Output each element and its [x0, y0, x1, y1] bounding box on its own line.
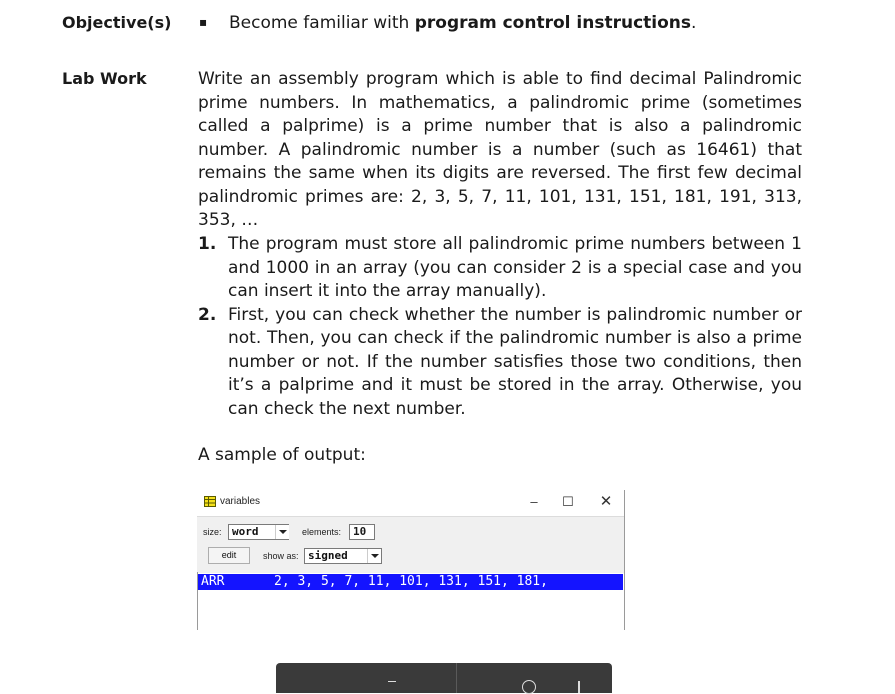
bottom-toolbar: [276, 663, 612, 693]
list-item-text: First, you can check whether the number is palindromic number or not. Then, you can check if the palindromic number is also a prime number or not. If the number satisfies those two conditions, then it’s a palprime and it must be stored in the array. Otherwise, you can check the next number.: [228, 304, 802, 419]
chevron-down-icon[interactable]: [367, 549, 381, 563]
elements-field[interactable]: 10: [349, 524, 375, 540]
objective-text-prefix: Become familiar with: [229, 13, 415, 33]
objective-text-bold: program control instructions: [414, 13, 691, 33]
lab-work-paragraph: Write an assembly program which is able to find decimal Palindromic prime numbers. In mathematics, a palindromic prime (sometimes called a palprime) is a prime number that is also a palindromic number. A palindromic number is a number (such as 16461) that remains the same when its digits are reversed. The first few decimal palindromic primes are: 2, 3, 5, 7, 11, 101, 131, 151, 181, 191, 313, 353, …: [198, 69, 802, 230]
chevron-down-icon[interactable]: [275, 525, 289, 539]
list-item: [198, 233, 802, 304]
maximize-button[interactable]: ☐: [562, 494, 574, 509]
toolbar-divider: [456, 663, 457, 693]
lab-work-label: Lab Work: [62, 69, 147, 88]
close-button[interactable]: ✕: [599, 493, 613, 510]
variable-values: 2, 3, 5, 7, 11, 101, 131, 151, 181,: [274, 574, 548, 589]
variable-name: ARR: [201, 574, 225, 589]
show-as-select-value: signed: [308, 549, 348, 562]
window-border: [624, 490, 625, 630]
options-panel: [197, 516, 624, 573]
list-item: [198, 304, 802, 422]
sample-output-label: A sample of output:: [198, 445, 366, 465]
size-label: size:: [203, 527, 222, 537]
size-select-value: word: [232, 525, 259, 538]
variables-window: [197, 490, 625, 630]
show-as-select[interactable]: [304, 548, 382, 564]
list-item-number: 2.: [198, 304, 217, 325]
cursor-icon[interactable]: [578, 681, 580, 693]
size-select[interactable]: [228, 524, 289, 540]
objective-text-suffix: .: [691, 13, 697, 33]
list-item-text: The program must store all palindromic prime numbers between 1 and 1000 in an array (you can consider 2 is a special case and you can insert it into the array manually).: [228, 234, 802, 301]
edit-button[interactable]: edit: [208, 547, 250, 564]
search-icon[interactable]: [522, 680, 536, 694]
instructions-list: [198, 233, 802, 421]
show-as-label: show as:: [263, 551, 299, 561]
elements-label: elements:: [302, 527, 342, 537]
bullet-icon: ▪: [199, 15, 208, 29]
objective-label: Objective(s): [62, 13, 172, 32]
window-titlebar[interactable]: [197, 490, 625, 516]
table-icon: [204, 496, 216, 507]
minimize-button[interactable]: –: [530, 494, 538, 509]
window-title: variables: [220, 496, 261, 507]
list-item-number: 1.: [198, 234, 217, 254]
objective-text: [229, 13, 696, 33]
variable-row[interactable]: [198, 574, 623, 590]
